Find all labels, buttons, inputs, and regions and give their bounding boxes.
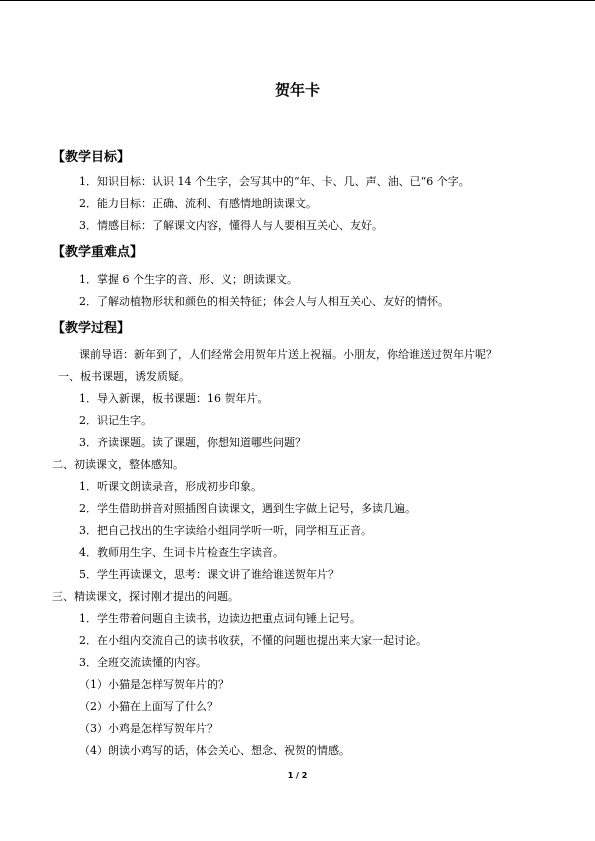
process-item: 3．把自己找出的生字读给小组同学听一听，同学相互正音。 <box>79 524 372 537</box>
key-point-item: 1．掌握 6 个生字的音、形、义；朗读课文。 <box>79 273 298 286</box>
page-top-rule <box>0 0 595 1</box>
process-item: 1．学生带着问题自主读书，边读边把重点词句锤上记号。 <box>79 612 361 625</box>
key-point-item: 2．了解动植物形状和颜色的相关特征；体会人与人相互关心、友好的情怀。 <box>79 295 449 308</box>
process-item: 2．学生借助拼音对照插图自读课文，遇到生字做上记号，多读几遍。 <box>79 502 416 515</box>
process-sub-item: （3）小鸡是怎样写贺年片？ <box>79 722 218 735</box>
process-sub-item: （2）小猫在上面写了什么？ <box>79 700 218 713</box>
goal-item: 1．知识目标：认识 14 个生字，会写其中的“年、卡、几、声、油、已“6 个字。 <box>79 175 470 188</box>
section-heading-key-points: 【教学重难点】 <box>52 245 144 260</box>
part-heading: 一、板书课题，诱发质疑。 <box>58 370 190 383</box>
section-heading-process: 【教学过程】 <box>52 321 131 336</box>
process-sub-item: （4）朗读小鸡写的话，体会关心、想念、祝贺的情感。 <box>79 744 350 757</box>
process-item: 3．全班交流读懂的内容。 <box>79 656 207 669</box>
document-title: 贺年卡 <box>274 81 320 99</box>
process-item: 2．识记生字。 <box>79 414 152 427</box>
part-heading: 二、初读课文，整体感知。 <box>52 458 184 471</box>
process-item: 2．在小组内交流自己的读书收获，不懂的问题也提出来大家一起讨论。 <box>79 634 427 647</box>
process-item: 3．齐读课题。读了课题，你想知道哪些问题？ <box>79 436 306 449</box>
goal-item: 2．能力目标：正确、流利、有感情地朗读课文。 <box>79 197 317 210</box>
process-sub-item: （1）小猫是怎样写贺年片的？ <box>79 678 229 691</box>
page-number: 1 / 2 <box>287 771 308 780</box>
intro-paragraph: 课前导语：新年到了，人们经常会用贺年片送上祝福。小朋友，你给谁送过贺年片呢？ <box>79 348 497 361</box>
part-heading: 三、精读课文，探讨刚才提出的问题。 <box>52 590 239 603</box>
process-item: 5．学生再读课文，思考：课文讲了谁给谁送贺年片？ <box>79 568 339 581</box>
process-item: 1．导入新课，板书课题：16 贺年片。 <box>79 392 269 405</box>
process-item: 4．教师用生字、生词卡片检查生字读音。 <box>79 546 284 559</box>
section-heading-goals: 【教学目标】 <box>52 150 131 165</box>
goal-item: 3．情感目标：了解课文内容，懂得人与人要相互关心、友好。 <box>79 219 383 232</box>
process-item: 1．听课文朗读录音，形成初步印象。 <box>79 480 262 493</box>
